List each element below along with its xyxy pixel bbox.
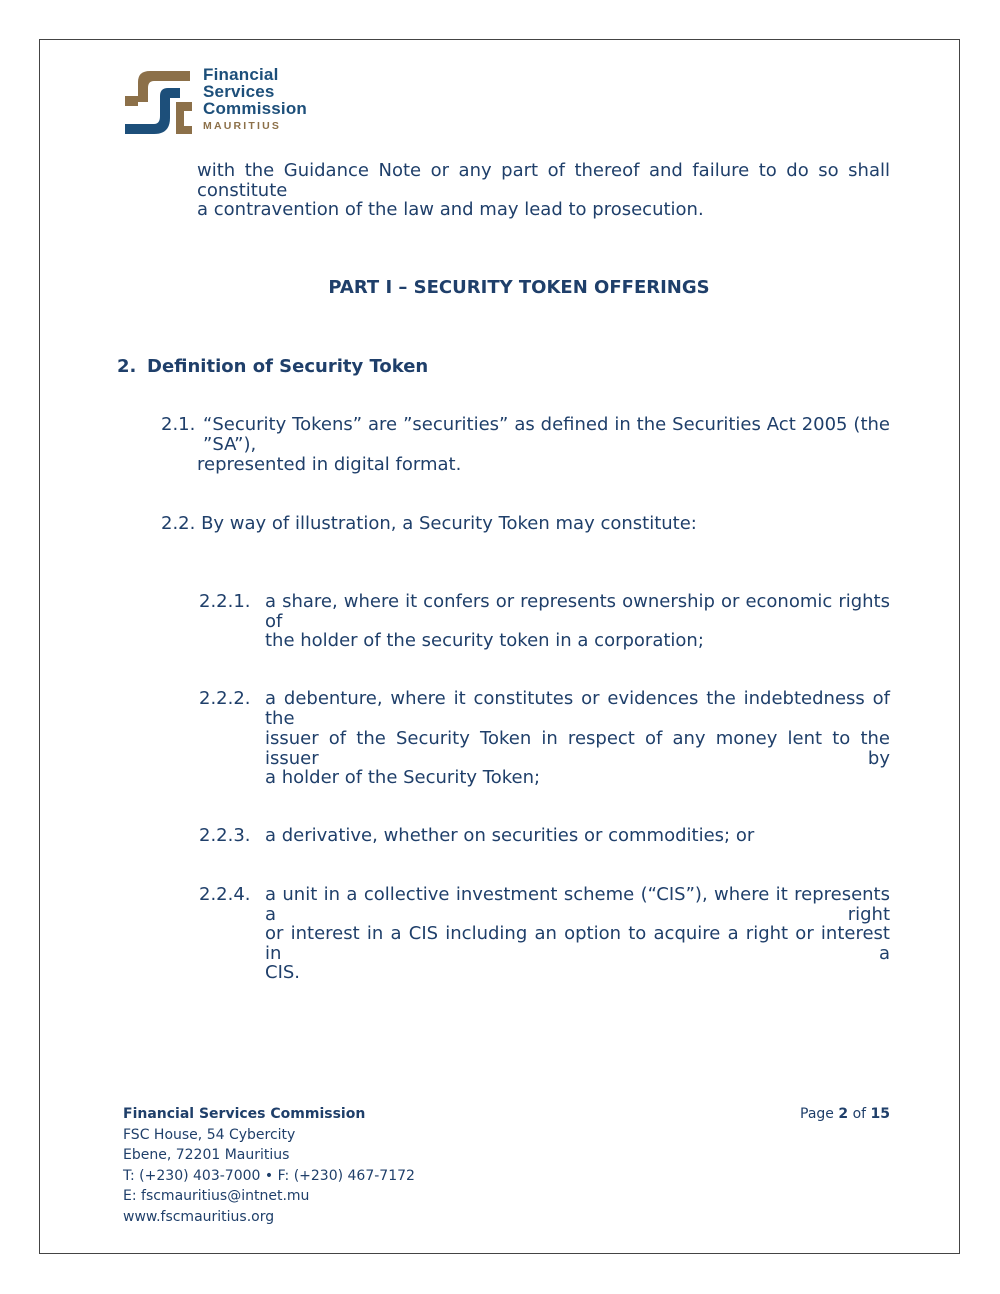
- section-number: 2.: [117, 356, 137, 377]
- section-title: Definition of Security Token: [147, 356, 429, 377]
- subclause-line: CIS.: [265, 962, 301, 983]
- footer-website[interactable]: www.fscmauritius.org: [123, 1208, 275, 1225]
- clause-2-1-line-2: represented in digital format.: [197, 454, 462, 475]
- logo-line-financial: Financial: [203, 65, 279, 84]
- page-label: Page: [800, 1106, 834, 1122]
- page-total: 15: [870, 1106, 890, 1122]
- part-heading: PART I – SECURITY TOKEN OFFERINGS: [328, 277, 710, 298]
- page-footer: [123, 1104, 415, 1227]
- subclause-line: issuer of the Security Token in respect of any money lent to the issuer by: [265, 728, 890, 769]
- footer-address-line-1: FSC House, 54 Cybercity: [123, 1126, 296, 1143]
- subclause-number: 2.2.1.: [199, 591, 251, 612]
- intro-line-2: a contravention of the law and may lead to prosecution.: [197, 199, 704, 220]
- clause-2-2: 2.2. By way of illustration, a Security Token may constitute:: [161, 513, 697, 534]
- subclause-line: a debenture, where it constitutes or evidences the indebtedness of the: [265, 688, 890, 729]
- subclause-line: a unit in a collective investment scheme (“CIS”), where it represents a right: [265, 884, 890, 925]
- subclause-number: 2.2.2.: [199, 688, 251, 709]
- intro-line-1: with the Guidance Note or any part of thereof and failure to do so shall constitute: [197, 160, 890, 201]
- page-current: 2: [838, 1106, 849, 1122]
- subclause-line: a holder of the Security Token;: [265, 767, 541, 788]
- subclause-line: a share, where it confers or represents ownership or economic rights of: [265, 591, 890, 632]
- footer-email[interactable]: E: fscmauritius@intnet.mu: [123, 1188, 310, 1204]
- page-number: [800, 1104, 890, 1125]
- logo-line-mauritius: MAURITIUS: [203, 120, 282, 132]
- subclause-number: 2.2.3.: [199, 825, 251, 846]
- subclause-line: the holder of the security token in a corporation;: [265, 630, 704, 651]
- subclause-line: or interest in a CIS including an option to acquire a right or interest in a: [265, 923, 890, 964]
- logo-line-services: Services: [203, 82, 275, 101]
- fsc-logo: [124, 66, 344, 136]
- clause-2-1-line-1: “Security Tokens” are ”securities” as defined in the Securities Act 2005 (the ”SA”),: [203, 414, 890, 455]
- footer-phone: T: (+230) 403-7000 • F: (+230) 467-7172: [123, 1167, 415, 1184]
- subclause-line: a derivative, whether on securities or commodities; or: [265, 825, 755, 846]
- logo-wordmark: [203, 66, 307, 132]
- footer-org-name: Financial Services Commission: [123, 1106, 366, 1122]
- clause-2-1-number: 2.1.: [161, 414, 196, 435]
- logo-line-commission: Commission: [203, 99, 308, 118]
- subclause-number: 2.2.4.: [199, 884, 251, 905]
- footer-address-line-2: Ebene, 72201 Mauritius: [123, 1147, 290, 1163]
- fsc-emblem-icon: [124, 66, 196, 136]
- page-of: of: [852, 1106, 867, 1122]
